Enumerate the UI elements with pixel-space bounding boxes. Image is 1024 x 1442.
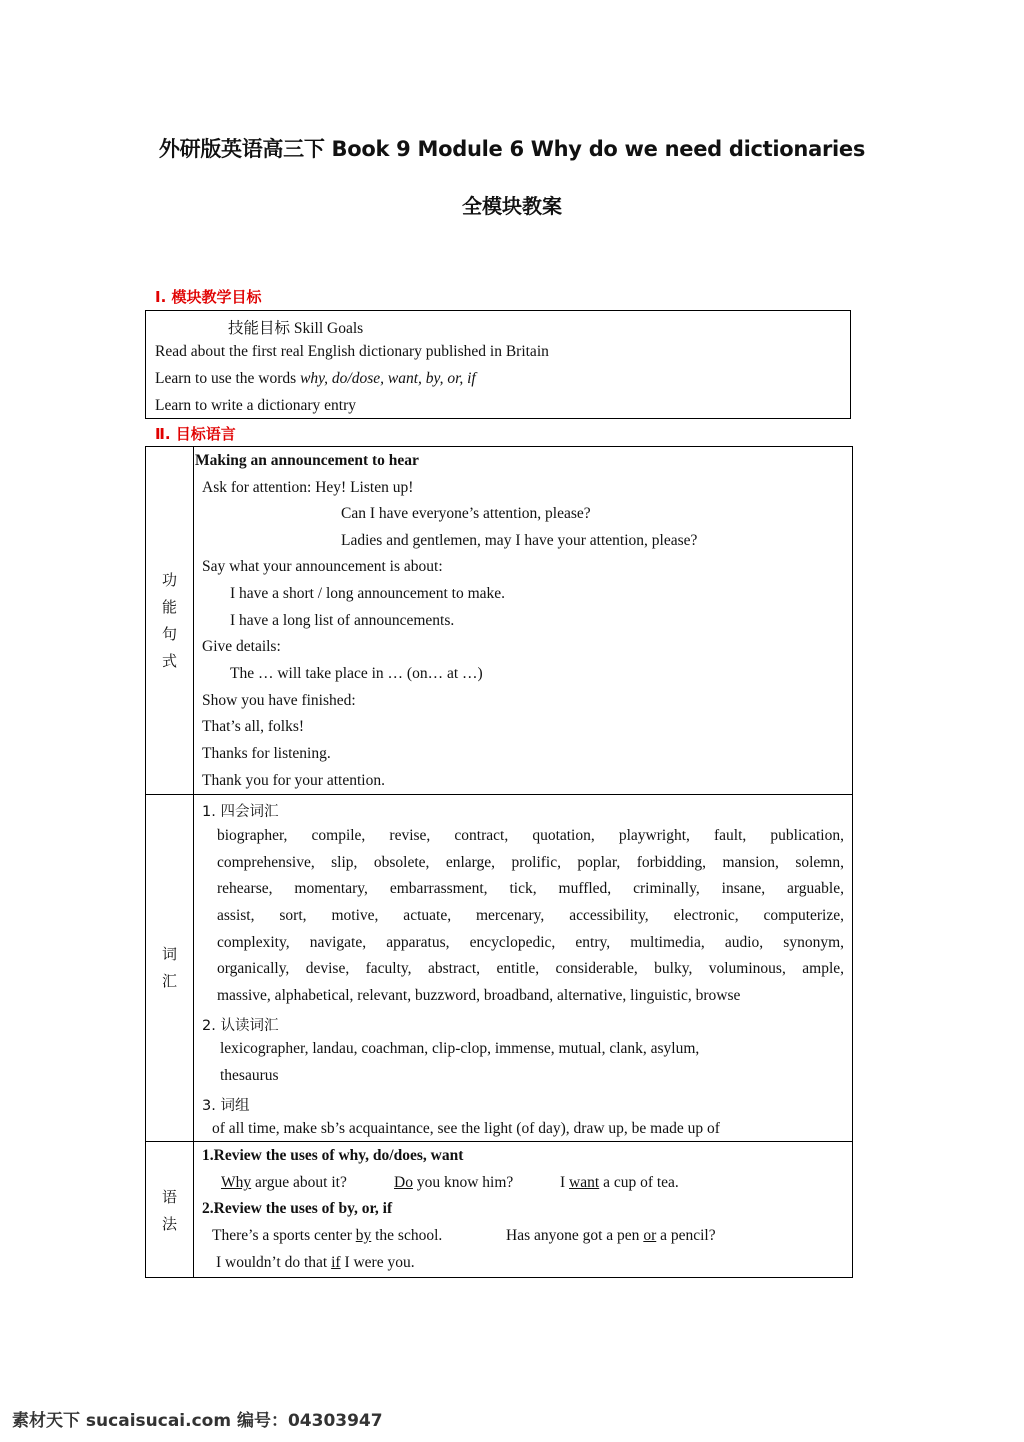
recognition-vocab-line: thesaurus: [220, 1067, 279, 1084]
grammar-example-text: I wouldn’t do that: [216, 1254, 332, 1271]
grammar-example-text: you know him?: [412, 1174, 514, 1191]
grammar-example-text: the school.: [371, 1227, 443, 1244]
grammar-example: [221, 1174, 347, 1192]
vocab-line: massive, alphabetical, relevant, buzzword, broadband, alternative, linguistic, browse: [217, 987, 741, 1004]
function-line: I have a long list of announcements.: [230, 612, 455, 629]
grammar-example: [394, 1174, 513, 1192]
grammar-keyword: by: [355, 1227, 372, 1244]
skill-goal-1: Read about the first real English dictionary published in Britain: [155, 343, 549, 360]
function-line: The … will take place in … (on… at …): [230, 665, 483, 682]
function-line: Thank you for your attention.: [202, 772, 385, 789]
function-line: That’s all, folks!: [202, 718, 305, 735]
grammar-label-char: 法: [161, 1215, 177, 1233]
grammar-keyword: Why: [221, 1174, 252, 1191]
skill-goal-2: [155, 370, 476, 388]
functions-label-char: 能: [161, 598, 177, 616]
functions-label: [146, 567, 193, 675]
function-line: I have a short / long announcement to make.: [230, 585, 506, 602]
vocab-line: organically, devise, faculty, abstract, entitle, considerable, bulky, voluminous, ample,: [217, 960, 844, 977]
function-line: Ask for attention: Hey! Listen up!: [202, 479, 414, 496]
vocab-heading-2: 2. 认读词汇: [202, 1018, 279, 1034]
vocab-line: complexity, navigate, apparatus, encyclopedic, entry, multimedia, audio, synonym,: [217, 934, 844, 951]
grammar-keyword: or: [643, 1227, 657, 1244]
document-title: 外研版英语高三下 Book 9 Module 6 Why do we need dictionaries: [158, 137, 866, 161]
grammar-example-text: a cup of tea.: [599, 1174, 679, 1191]
function-line: Can I have everyone’s attention, please?: [341, 505, 591, 522]
vocab-line: assist, sort, motive, actuate, mercenary, accessibility, electronic, computerize,: [217, 907, 844, 924]
function-line: Thanks for listening.: [202, 745, 331, 762]
grammar-example-text: There’s a sports center: [212, 1227, 356, 1244]
function-line: Ladies and gentlemen, may I have your attention, please?: [341, 532, 698, 549]
function-line: Show you have finished:: [202, 692, 356, 709]
grammar-example-text: a pencil?: [656, 1227, 716, 1244]
document-subtitle: 全模块教案: [462, 194, 562, 218]
functions-label-char: 式: [161, 652, 177, 670]
vocab-line: rehearse, momentary, embarrassment, tick, muffled, criminally, insane, arguable,: [217, 880, 844, 897]
phrases-line: of all time, make sb’s acquaintance, see the light (of day), draw up, be made up of: [212, 1120, 720, 1137]
vocab-line: comprehensive, slip, obsolete, enlarge, prolific, poplar, forbidding, mansion, solemn,: [217, 854, 844, 871]
skill-goals-box: [145, 310, 851, 419]
vocabulary-label-char: 汇: [161, 972, 177, 990]
target-language-table: [145, 446, 853, 1278]
grammar-example: [212, 1227, 442, 1245]
skill-goal-2-words: why, do/dose, want, by, or, if: [300, 370, 476, 387]
vocabulary-label-char: 词: [161, 945, 177, 963]
grammar-example: [560, 1174, 679, 1192]
grammar-example-text: Has anyone got a pen: [506, 1227, 644, 1244]
vocab-heading-3: 3. 词组: [202, 1098, 250, 1114]
grammar-example: [216, 1254, 415, 1272]
grammar-example-text: I: [560, 1174, 570, 1191]
function-line: Give details:: [202, 638, 281, 655]
function-line: Say what your announcement is about:: [202, 558, 443, 575]
section-2-heading: Ⅱ. 目标语言: [155, 425, 236, 443]
functions-title: Making an announcement to hear: [195, 452, 419, 469]
grammar-point-2: 2.Review the uses of by, or, if: [202, 1200, 393, 1217]
grammar-example: [506, 1227, 716, 1245]
recognition-vocab-line: lexicographer, landau, coachman, clip-clop, immense, mutual, clank, asylum,: [220, 1040, 700, 1057]
vocab-heading-1: 1. 四会词汇: [202, 804, 279, 820]
functions-label-char: 句: [161, 625, 177, 643]
grammar-label: [146, 1184, 193, 1238]
vocabulary-label: [146, 941, 193, 995]
grammar-keyword: Do: [394, 1174, 413, 1191]
grammar-keyword: if: [331, 1254, 341, 1271]
vocab-line: biographer, compile, revise, contract, quotation, playwright, fault, publication,: [217, 827, 844, 844]
functions-label-char: 功: [161, 571, 177, 589]
skill-goals-header: 技能目标 Skill Goals: [228, 320, 364, 337]
skill-goal-2-prefix: Learn to use the words: [155, 370, 301, 387]
section-1-heading: I. 模块教学目标: [155, 288, 262, 306]
grammar-example-text: argue about it?: [251, 1174, 347, 1191]
grammar-example-text: I were you.: [340, 1254, 415, 1271]
skill-goal-3: Learn to write a dictionary entry: [155, 397, 356, 414]
grammar-label-char: 语: [161, 1188, 177, 1206]
grammar-keyword: want: [569, 1174, 600, 1191]
watermark: 素材天下 sucaisucai.com 编号：04303947: [12, 1411, 383, 1431]
grammar-point-1: 1.Review the uses of why, do/does, want: [202, 1147, 464, 1164]
